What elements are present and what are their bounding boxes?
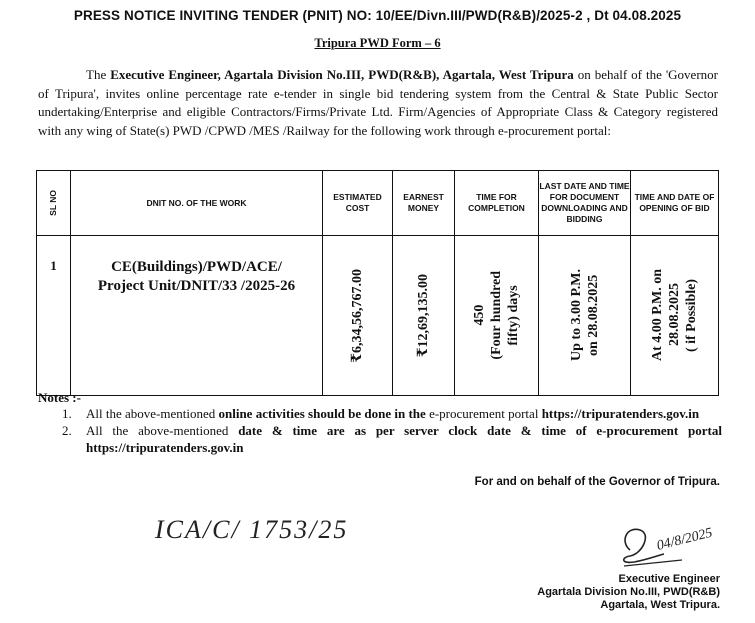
cell-time-for-completion: 450 (Four hundred fifty) days — [455, 236, 539, 396]
cell-sl-no: 1 — [37, 236, 71, 396]
list-item — [62, 422, 722, 456]
header-earnest-money: EARNEST MONEY — [393, 171, 455, 236]
signature-date: 04/8/2025 — [655, 525, 715, 554]
signatory-designation: Executive Engineer — [618, 573, 720, 585]
note-number: 2. — [62, 423, 72, 438]
header-last-date: LAST DATE AND TIME FOR DOCUMENT DOWNLOADING AND BIDDING — [539, 171, 631, 236]
header-opening-date: TIME AND DATE OF OPENING OF BID — [631, 171, 719, 236]
notice-title: PRESS NOTICE INVITING TENDER (PNIT) NO: 10/EE/Divn.III/PWD(R&B)/2025-2 , Dt 04.08.2025 — [73, 8, 682, 23]
intro-paragraph — [38, 66, 718, 140]
portal-link[interactable]: https://tripuratenders.gov.in — [541, 406, 700, 421]
cell-opening-date: At 4.00 P.M. on 28.08.2025 ( if Possible) — [631, 236, 719, 396]
signatory-division: Agartala Division No.III, PWD(R&B) — [537, 586, 720, 598]
handwritten-reference: ICA/C/ 1753/25 — [155, 515, 349, 544]
cell-earnest-money: ₹12,69,135.00 — [393, 236, 455, 396]
header-estimated-cost: ESTIMATED COST — [323, 171, 393, 236]
table-header-row — [37, 171, 719, 236]
header-sl-no: SL NO — [37, 171, 71, 236]
table-row — [37, 236, 719, 396]
intro-text-2: on behalf of the 'Governor of Tripura', invites online percentage rate e-tender in single bid tendering system from the Central & State Public Sector undertaking/Enterprise and eligible Contractors/Firms/Private Ltd. Firm/Agencies of Appropriate Class & Category registered with any wing of State(s) PWD /CPWD /MES /Railway for the following work through e-procurement portal: — [38, 67, 718, 138]
cell-estimated-cost: ₹6,34,56,767.00 — [323, 236, 393, 396]
notes-label: Notes :- — [38, 390, 81, 405]
on-behalf-line: For and on behalf of the Governor of Tripura. — [474, 476, 720, 488]
note-text: All the above-mentioned date & time are as per server clock date & time of e-procurement portal https://tripuratenders.gov.in — [86, 423, 722, 455]
form-name: Tripura PWD Form – 6 — [314, 36, 441, 50]
cell-dnit: CE(Buildings)/PWD/ACE/ Project Unit/DNIT/33 /2025-26 — [71, 236, 323, 396]
tender-table — [36, 170, 719, 396]
signature-image — [612, 520, 742, 580]
note-text: All the above-mentioned online activities should be done in the e-procurement portal https://tripuratenders.gov.in — [86, 406, 700, 421]
list-item — [62, 405, 722, 422]
cell-last-date: Up to 3.00 P.M. on 28.08.2025 — [539, 236, 631, 396]
intro-text-1: The — [86, 67, 111, 82]
header-time-for-completion: TIME FOR COMPLETION — [455, 171, 539, 236]
notes-list — [62, 405, 722, 456]
note-number: 1. — [62, 406, 72, 421]
signatory-location: Agartala, West Tripura. — [600, 599, 720, 611]
signatory-block — [470, 573, 720, 612]
header-dnit: DNIT NO. OF THE WORK — [71, 171, 323, 236]
intro-issuer: Executive Engineer, Agartala Division No.III, PWD(R&B), Agartala, West Tripura — [110, 67, 574, 82]
portal-link[interactable]: https://tripuratenders.gov.in — [86, 440, 244, 455]
